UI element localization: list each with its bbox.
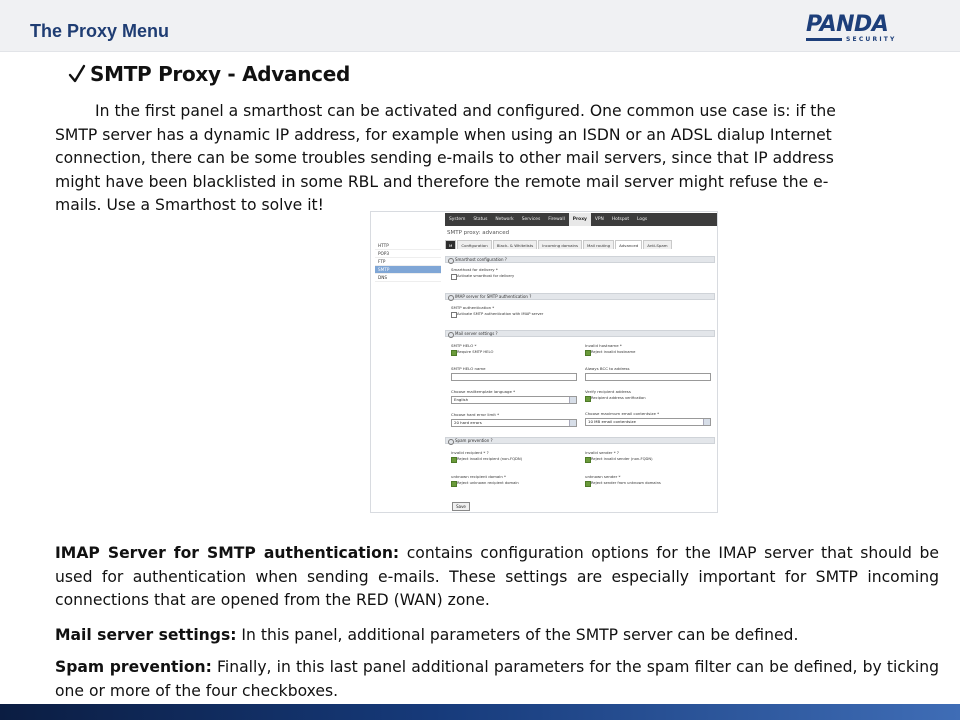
invalid-hostname-checkbox[interactable]: Reject invalid hostname	[585, 350, 635, 354]
helo-name-label: SMTP HELO name	[451, 366, 486, 371]
panel-smarthost-header[interactable]: Smarthost configuration ?	[445, 256, 715, 263]
side-nav-item[interactable]: HTTP	[375, 242, 441, 250]
imap-paragraph-label: IMAP Server for SMTP authentication:	[55, 544, 400, 562]
logo-sub: SECURITY	[846, 36, 897, 43]
side-nav-item[interactable]: POP3	[375, 250, 441, 258]
top-nav-item[interactable]: Status	[473, 217, 488, 222]
mail-paragraph-text: In this panel, additional parameters of the SMTP server can be defined.	[236, 626, 799, 644]
tab-advanced[interactable]: Advanced	[615, 240, 642, 249]
save-button[interactable]: Save	[452, 502, 470, 511]
imap-paragraph-text: contains configuration options for the IMAP server that should be used for authentication when sending e-mails. These settings are especially important for SMTP incoming connections that are opened from the RED (WAN) zone.	[55, 544, 939, 609]
top-nav-item[interactable]: Hotspot	[611, 217, 630, 222]
bcc-label: Always BCC to address	[585, 366, 630, 371]
smarthost-label: Smarthost for delivery *	[451, 267, 498, 272]
inv-recipient-checkbox[interactable]: Reject invalid recipient (non-FQDN)	[451, 457, 522, 461]
inv-sender-checkbox[interactable]: Reject invalid sender (non-FQDN)	[585, 457, 653, 461]
bcc-input[interactable]	[585, 373, 711, 381]
side-nav-item[interactable]: DNS	[375, 274, 441, 282]
section-title: SMTP Proxy - Advanced	[90, 62, 350, 86]
spam-paragraph-text: Finally, in this last panel additional parameters for the spam filter can be defined, by ticking one or more of the four checkboxes.	[55, 658, 940, 700]
tab-bar	[445, 240, 672, 249]
intro-line: In the first panel a smarthost can be activated and configured. One common use case is: if the	[95, 102, 836, 120]
shot-page-title: SMTP proxy: advanced	[447, 230, 510, 236]
tab-configuration[interactable]: Configuration	[457, 240, 491, 249]
verify-checkbox[interactable]: Recipient address verification	[585, 396, 646, 400]
unk-sender-checkbox[interactable]: Reject sender from unknown domains	[585, 481, 661, 485]
helo-name-input[interactable]	[451, 373, 577, 381]
top-nav-item-active[interactable]: Proxy	[569, 213, 591, 226]
intro-line: connection, there can be some troubles sending e-mails to other mail servers, since that IP address	[55, 149, 834, 167]
smtp-helo-checkbox[interactable]: Require SMTP HELO	[451, 350, 493, 354]
hard-error-select[interactable]: 20 hard errors	[451, 419, 577, 427]
imap-checkbox[interactable]: Activate SMTP authentication with IMAP server	[451, 312, 543, 316]
top-nav-item[interactable]: System	[449, 217, 466, 222]
smtp-helo-label: SMTP HELO *	[451, 343, 477, 348]
side-nav-item[interactable]: FTP	[375, 258, 441, 266]
invalid-hostname-label: Invalid hostname *	[585, 343, 622, 348]
imap-label: SMTP authentication *	[451, 305, 495, 310]
panel-spam-header[interactable]: Spam prevention ?	[445, 437, 715, 444]
side-nav	[375, 242, 441, 282]
unk-recipient-checkbox[interactable]: Reject unknown recipient domain	[451, 481, 519, 485]
unk-sender-label: unknown sender *	[585, 474, 621, 479]
panel-imap-header[interactable]: IMAP server for SMTP authentication ?	[445, 293, 715, 300]
tab-incoming-domains[interactable]: Incoming domains	[538, 240, 582, 249]
smtp-advanced-screenshot	[370, 211, 718, 513]
side-nav-item-active[interactable]: SMTP	[375, 266, 441, 274]
tab-anti-spam[interactable]: Anti-Spam	[643, 240, 671, 249]
top-nav-item[interactable]: Services	[521, 217, 541, 222]
intro-line: SMTP server has a dynamic IP address, for example when using an ISDN or an ADSL dialup Internet	[55, 125, 832, 144]
spam-paragraph	[55, 656, 939, 703]
tab-menu[interactable]: M	[445, 240, 456, 249]
section-heading	[68, 62, 350, 86]
imap-paragraph	[55, 542, 939, 613]
footer-bar	[0, 704, 960, 720]
smarthost-checkbox[interactable]: Activate smarthost for delivery	[451, 274, 514, 278]
spam-paragraph-label: Spam prevention:	[55, 658, 212, 676]
checkmark-icon	[68, 63, 86, 85]
verify-label: Verify recipient address	[585, 389, 631, 394]
panel-mail-header[interactable]: Mail server settings ?	[445, 330, 715, 337]
top-nav	[445, 213, 717, 226]
intro-line: mails. Use a Smarthost to solve it!	[55, 196, 324, 214]
intro-line: might have been blacklisted in some RBL and therefore the remote mail server might refuse the e-	[55, 172, 829, 191]
inv-sender-label: invalid sender * ?	[585, 450, 619, 455]
top-nav-item[interactable]: Network	[495, 217, 514, 222]
logo-word: PANDA	[806, 12, 889, 37]
slide-title: The Proxy Menu	[30, 21, 170, 41]
panda-security-logo	[806, 14, 912, 44]
unk-recipient-label: unknown recipient domain *	[451, 474, 506, 479]
hard-error-label: Choose hard error limit *	[451, 412, 500, 417]
language-label: Choose mailtemplate language *	[451, 389, 516, 394]
max-size-select[interactable]: 10 MB email contentsize	[585, 418, 711, 426]
max-size-label: Choose maximum email contentsize *	[585, 411, 660, 416]
tab-mail-routing[interactable]: Mail routing	[583, 240, 614, 249]
top-nav-item[interactable]: Firewall	[548, 217, 565, 222]
language-select[interactable]: English	[451, 396, 577, 404]
top-nav-item[interactable]: VPN	[594, 217, 604, 222]
top-nav-item[interactable]: Logs	[637, 217, 648, 222]
mail-paragraph-label: Mail server settings:	[55, 626, 237, 644]
slide-header	[0, 0, 960, 52]
tab-black-whitelists[interactable]: Black- & Whitelists	[493, 240, 538, 249]
intro-paragraph	[55, 100, 939, 218]
mail-paragraph	[55, 624, 939, 648]
logo-bar	[806, 38, 842, 41]
inv-recipient-label: invalid recipient * ?	[451, 450, 489, 455]
